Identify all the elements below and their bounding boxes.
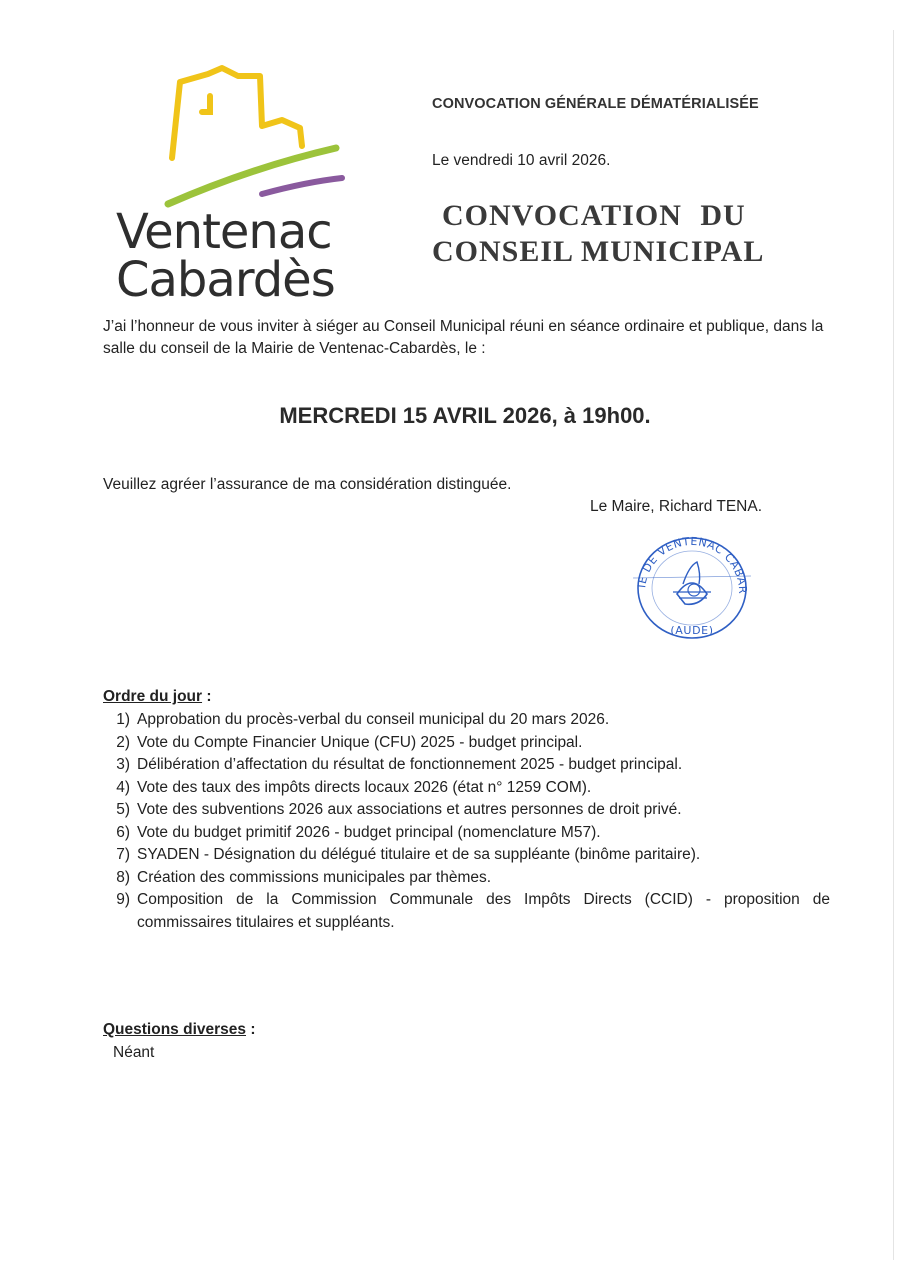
- mayor-signature: Le Maire, Richard TENA.: [590, 498, 762, 515]
- agenda-item: [103, 799, 830, 822]
- closing-regards: Veuillez agréer l’assurance de ma considération distinguée.: [103, 476, 512, 493]
- title-line1: CONVOCATION DU: [442, 199, 746, 232]
- agenda-item-number: 3): [116, 756, 130, 773]
- agenda-item-text: Vote du Compte Financier Unique (CFU) 2025 - budget principal.: [137, 733, 583, 751]
- agenda-heading: [103, 688, 212, 706]
- agenda-item-text: Approbation du procès-verbal du conseil municipal du 20 mars 2026.: [137, 711, 610, 728]
- logo-tower-shape: [172, 68, 302, 158]
- agenda-item-number: 4): [116, 778, 130, 796]
- questions-heading-suffix: :: [246, 1021, 256, 1038]
- agenda-item-number: 7): [116, 846, 130, 863]
- agenda-item: [103, 822, 830, 845]
- agenda-item-number: 1): [116, 711, 130, 728]
- stamp-top-text: IE DE VENTENAC CABAR: [635, 534, 750, 595]
- scan-edge-divider: [893, 30, 894, 1260]
- agenda-list: [103, 709, 830, 934]
- document-date: Le vendredi 10 avril 2026.: [432, 152, 611, 169]
- meeting-datetime-wrapper: [0, 403, 900, 429]
- title-line2: CONSEIL MUNICIPAL: [432, 235, 765, 268]
- official-stamp: [627, 532, 757, 644]
- agenda-item-text: SYADEN - Désignation du délégué titulaire et de sa suppléante (binôme paritaire).: [137, 846, 701, 863]
- agenda-item: [103, 867, 830, 890]
- agenda-item-text: Création des commissions municipales par thèmes.: [137, 868, 492, 886]
- logo-green-hill: [168, 148, 336, 204]
- agenda-item-number: 2): [116, 733, 130, 751]
- agenda-item-number: 9): [116, 891, 130, 908]
- agenda-heading-label: Ordre du jour: [103, 688, 203, 705]
- questions-value: Néant: [113, 1044, 155, 1061]
- agenda-item-text: Composition de la Commission Communale des Impôts Directs (CCID) - proposition de commissaires titulaires et suppléants.: [137, 891, 830, 931]
- agenda-item: [103, 777, 830, 800]
- logo-emblem: [110, 62, 370, 212]
- agenda-item-text: Vote du budget primitif 2026 - budget principal (nomenclature M57).: [137, 823, 601, 841]
- questions-heading-label: Questions diverses: [103, 1021, 247, 1038]
- convocation-label: CONVOCATION GÉNÉRALE DÉMATÉRIALISÉE: [432, 96, 759, 112]
- agenda-item-number: 5): [116, 801, 130, 818]
- municipality-logo: [110, 62, 370, 307]
- agenda-item: [103, 844, 830, 867]
- page-title: [432, 198, 764, 270]
- logo-purple-stripe: [262, 178, 342, 194]
- agenda-item: [103, 889, 830, 934]
- stamp-seal-icon: [627, 532, 757, 644]
- meeting-datetime: MERCREDI 15 AVRIL 2026, à 19h00.: [279, 403, 651, 428]
- logo-text-line2: Cabardès: [116, 252, 335, 308]
- agenda-item: [103, 754, 830, 777]
- agenda-item-number: 8): [116, 868, 130, 886]
- agenda-item-number: 6): [116, 823, 130, 841]
- agenda-item: [103, 732, 830, 755]
- agenda-heading-suffix: :: [202, 688, 212, 705]
- logo-window-shape: [202, 96, 210, 112]
- agenda-item-text: Vote des taux des impôts directs locaux 2026 (état n° 1259 COM).: [137, 778, 592, 796]
- invitation-paragraph: J’ai l’honneur de vous inviter à siéger au Conseil Municipal réuni en séance ordinaire et publique, dans la salle du conseil de la Mairie de Ventenac-Cabardès, le :: [103, 318, 824, 357]
- stamp-bottom-text: (AUDE): [670, 624, 714, 637]
- logo-text-line1: Ventenac: [116, 204, 332, 260]
- agenda-item-text: Délibération d’affectation du résultat de fonctionnement 2025 - budget principal.: [137, 756, 683, 773]
- questions-heading: [103, 1021, 255, 1039]
- agenda-item-text: Vote des subventions 2026 aux associations et autres personnes de droit privé.: [137, 801, 682, 818]
- agenda-item: [103, 709, 830, 732]
